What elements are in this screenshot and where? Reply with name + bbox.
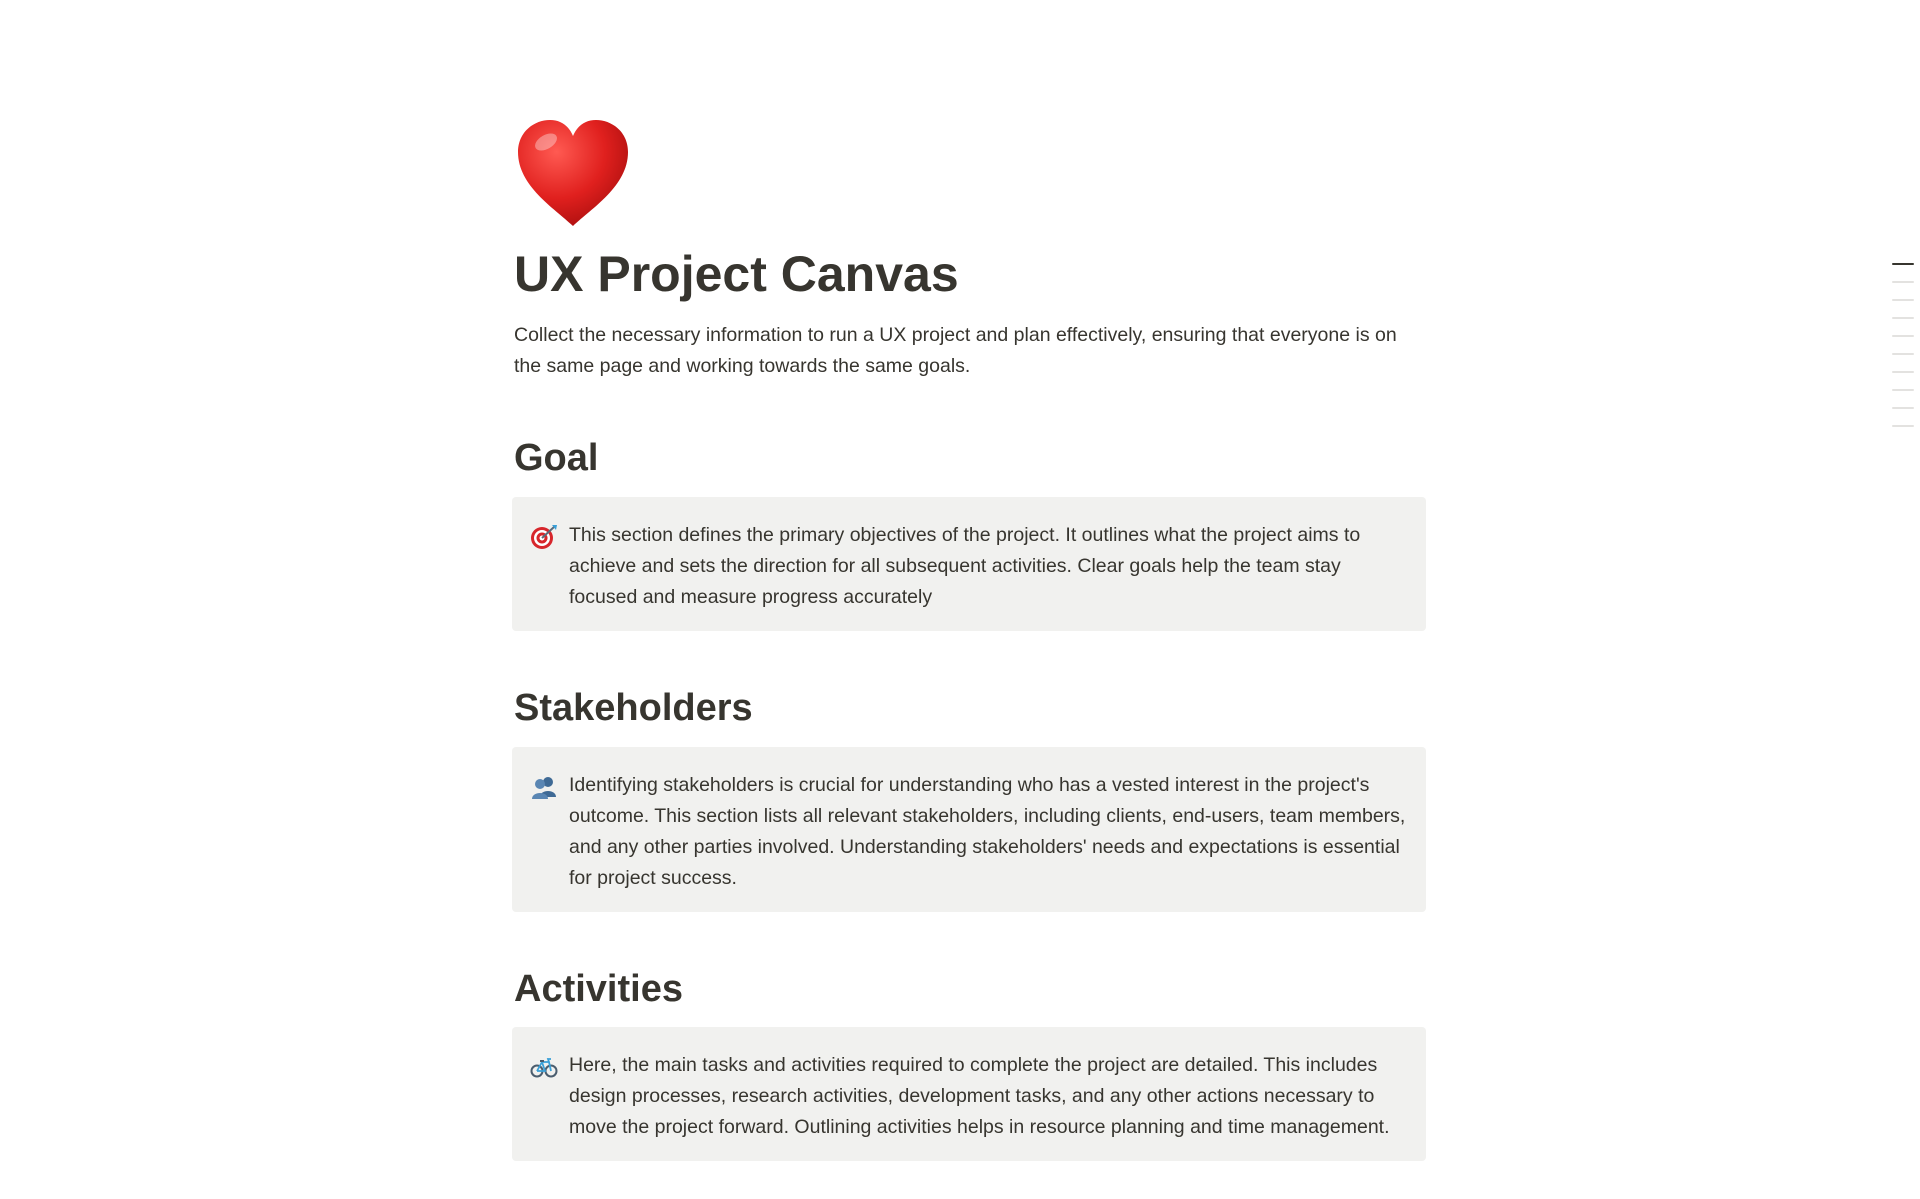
callout-text[interactable]: Identifying stakeholders is crucial for understanding who has a vested interest in the project's outcome. This section lists all relevant stakeholders, including clients, end-users, team members, and any other parties involved. Understanding stakeholders' needs and expectations is essential for project success. <box>569 774 1406 889</box>
red-heart-icon[interactable] <box>514 116 632 234</box>
heading-goal[interactable]: Goal <box>514 437 599 479</box>
toc-line[interactable] <box>1892 353 1914 355</box>
table-of-contents-minimap[interactable] <box>1892 263 1914 443</box>
bicycle-icon[interactable] <box>530 1053 558 1081</box>
callout-text[interactable]: This section defines the primary objectives of the project. It outlines what the project aims to achieve and sets the direction for all subsequent activities. Clear goals help the team stay focused and measure progress accurately <box>569 524 1361 608</box>
toc-line[interactable] <box>1892 371 1914 373</box>
heading-stakeholders[interactable]: Stakeholders <box>514 687 753 729</box>
toc-line[interactable] <box>1892 407 1914 409</box>
page-title[interactable]: UX Project Canvas <box>514 246 959 302</box>
callout-stakeholders[interactable] <box>512 747 1426 912</box>
direct-hit-target-icon[interactable] <box>530 523 558 551</box>
callout-goal[interactable] <box>512 497 1426 631</box>
toc-line[interactable] <box>1892 299 1914 301</box>
toc-line[interactable] <box>1892 317 1914 319</box>
toc-line[interactable] <box>1892 263 1914 265</box>
busts-in-silhouette-icon[interactable] <box>530 773 558 801</box>
toc-line[interactable] <box>1892 281 1914 283</box>
toc-line[interactable] <box>1892 335 1914 337</box>
heading-activities[interactable]: Activities <box>514 968 683 1010</box>
callout-text[interactable]: Here, the main tasks and activities required to complete the project are detailed. This includes design processes, research activities, development tasks, and any other actions necessary to move the project forward. Outlining activities helps in resource planning and time management. <box>569 1054 1390 1138</box>
page-description[interactable]: Collect the necessary information to run a UX project and plan effectively, ensuring that everyone is on the same page and working towards the same goals. <box>514 324 1397 377</box>
callout-activities[interactable] <box>512 1027 1426 1161</box>
toc-line[interactable] <box>1892 389 1914 391</box>
toc-line[interactable] <box>1892 425 1914 427</box>
